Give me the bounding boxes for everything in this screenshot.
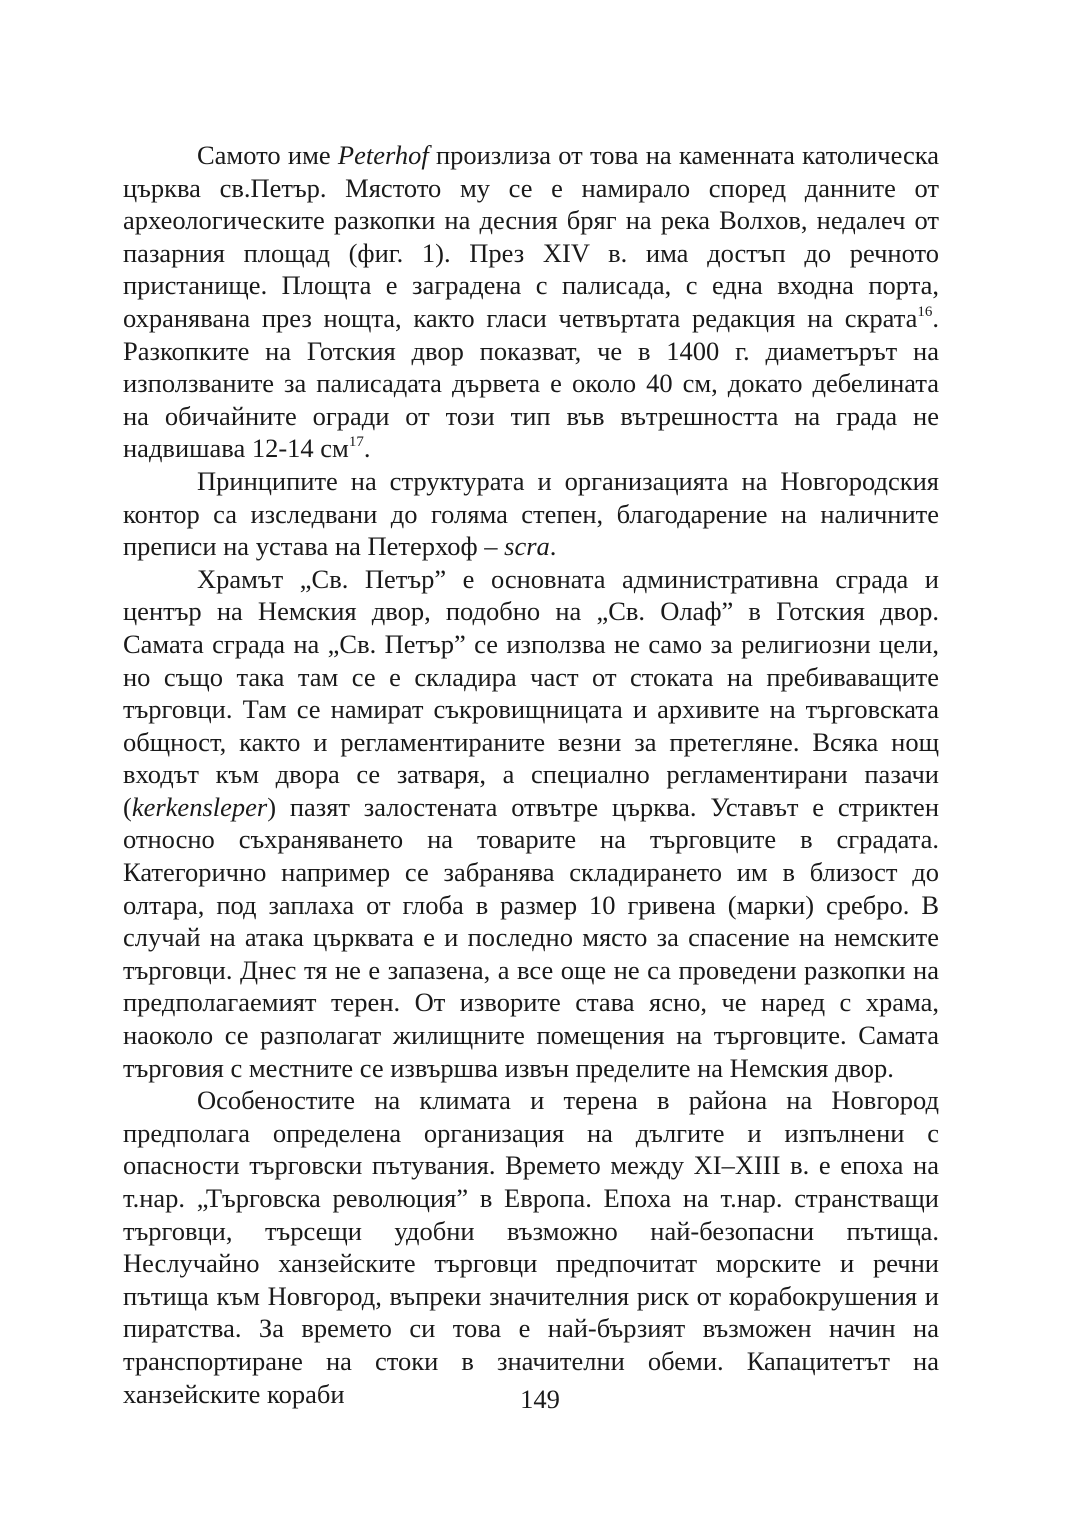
text-run: .: [363, 433, 371, 464]
page-number: 149: [520, 1384, 560, 1414]
italic-term: scra: [504, 531, 550, 562]
italic-term: Peterhof: [337, 140, 429, 170]
paragraph: [123, 465, 939, 563]
italic-term: kerkensleper: [131, 791, 268, 822]
text-run: ) пазят залостената отвътре църква. Уставът е стриктен относно съхраняването на товарите на търговците в сградата. Категорично например се забранява складирането им в близост до олтара, под заплаха от глоба в размер 10 гривена (марки) сребро. В случай на атака църквата е и последно място за спасение на немските търговци. Днес тя не е запазена, а все още не са проведени разкопки на предполагаемият терен. От изворите става ясно, че наред с храма, наоколо се разполагат жилищните помещения на търговците. Самата търговия с местните се извършва извън пределите на Немския двор.: [123, 791, 939, 1083]
text-run: Самото име: [197, 140, 338, 170]
text-run: .: [549, 531, 557, 562]
footnote-ref: 17: [348, 434, 364, 451]
body-text: [123, 139, 939, 1410]
text-run: . Разкопките на Готския двор показват, че в 1400 г. диаметърът на използваните за палисадата дървета е около 40 см, докато дебелината на обичайните огради от този тип във вътрешността на града не надвишава 12-14 см: [123, 302, 939, 464]
text-run: Особеностите на климата и терена в района на Новгород предполага определена организация на дългите и изпълнени с опасности търговски пътувания. Времето между XI–XIII в. е епоха на т.нар. „Търговска революция” в Европа. Епоха на т.нар. странстващи търговци, търсещи удобни възможно най-безопасни пътища. Неслучайно ханзейските търговци предпочитат морските и речни пътища към Новгород, въпреки значителния риск от корабокрушения и пиратства. За времето си това е най-бързият възможен начин на транспортиране на стоки в значителни обеми. Капацитетът на ханзейските кораби: [123, 1085, 939, 1409]
text-run: произлиза от това на каменната католическа църква св.Петър. Мястото му се е намирало според данните от археологическите разкопки на десния бряг на река Волхов, недалеч от пазарния площад (фиг. 1). През XIV в. има достъп до речното пристанище. Площта е заградена с палисада, с една входна порта, охранявана през нощта, както гласи четвъртата редакция на скрата: [123, 140, 939, 333]
text-run: Принципите на структурата и организацията на Новгородския контор са изследвани до голяма степен, благодарение на наличните преписи на устава на Петерхоф –: [123, 465, 939, 562]
footnote-ref: 16: [917, 303, 933, 320]
text-run: Храмът „Св. Петър” е основната административна сграда и център на Немския двор, подобно на „Св. Олаф” в Готския двор. Самата сграда на „Св. Петър” се използва не само за религиозни цели, но също така там се е складира част от стоката на пребиваващите търговци. Там се намират съкровищницата и архивите на търговската общност, както и регламентираните везни за претегляне. Всяка нощ входът към двора се затваря, а специално регламентирани пазачи (: [123, 563, 939, 822]
paragraph: [123, 1084, 939, 1410]
paragraph: [123, 563, 939, 1085]
paragraph: [123, 139, 939, 465]
